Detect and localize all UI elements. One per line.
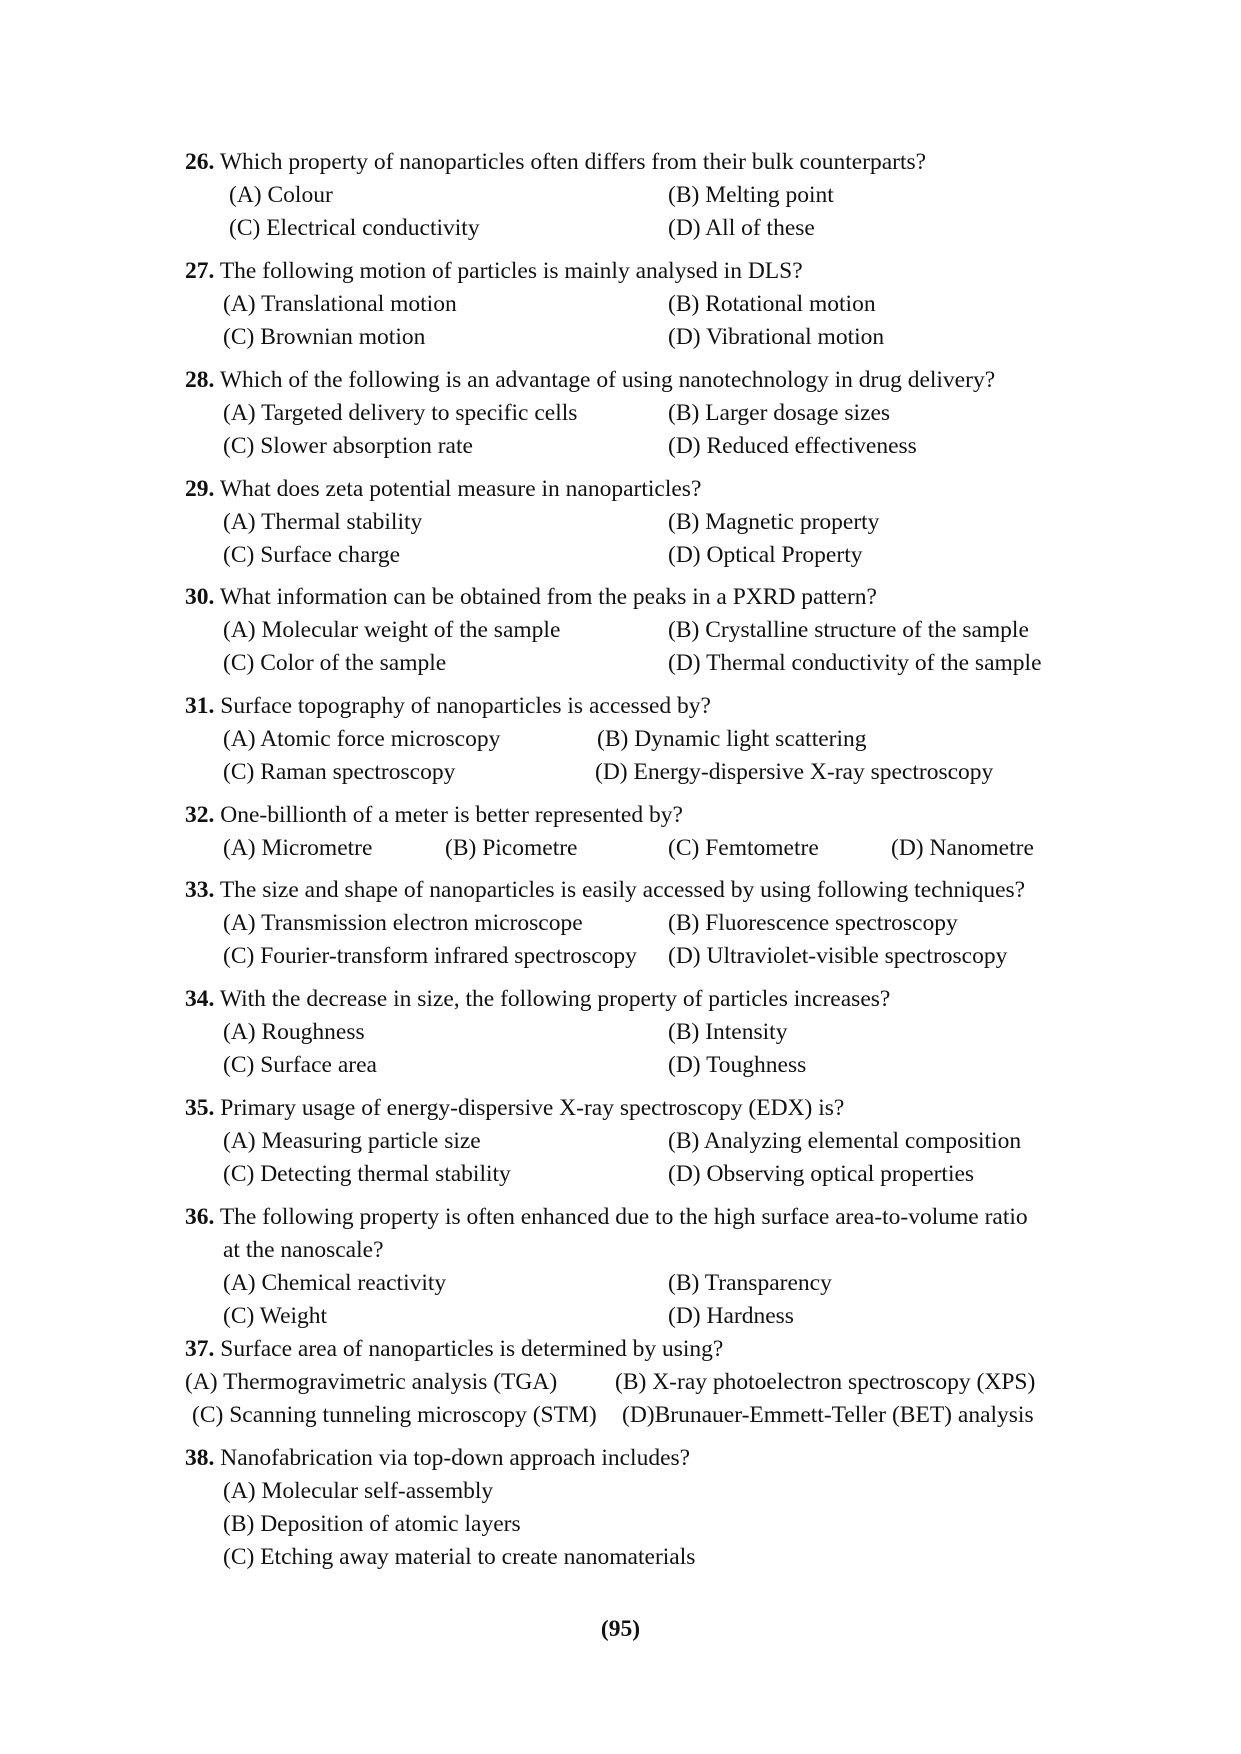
question-number: 29. [185, 476, 215, 502]
option-b: (B) Dynamic light scattering [597, 726, 867, 752]
question-text: Which of the following is an advantage of using nanotechnology in drug delivery? [219, 367, 996, 393]
option-d: (D) Ultraviolet-visible spectroscopy [668, 943, 1008, 969]
option-d: (D) Thermal conductivity of the sample [668, 650, 1042, 676]
option-a: (A) Roughness [223, 1019, 365, 1045]
question-number: 35. [185, 1095, 215, 1121]
option-b: (B) Fluorescence spectroscopy [668, 910, 958, 936]
question-text: The following motion of particles is mainly analysed in DLS? [219, 258, 803, 284]
option-a: (A) Transmission electron microscope [223, 910, 583, 936]
option-d: (D)Brunauer-Emmett-Teller (BET) analysis [622, 1402, 1034, 1428]
option-a: (A) Molecular weight of the sample [223, 617, 561, 643]
option-a: (A) Colour [229, 182, 333, 208]
option-b: (B) Magnetic property [668, 509, 880, 535]
option-a: (A) Measuring particle size [223, 1128, 481, 1154]
option-c: (C) Slower absorption rate [223, 433, 473, 459]
option-a: (A) Chemical reactivity [223, 1270, 447, 1296]
question-text: What information can be obtained from the peaks in a PXRD pattern? [219, 584, 877, 610]
option-b: (B) Intensity [668, 1019, 788, 1045]
option-c: (C) Etching away material to create nanomaterials [223, 1544, 696, 1570]
question-number: 33. [185, 877, 215, 903]
option-b: (B) Picometre [445, 835, 578, 861]
option-d: (D) All of these [668, 215, 815, 241]
option-c: (C) Electrical conductivity [229, 215, 480, 241]
option-d: (D) Vibrational motion [668, 324, 885, 350]
question-32 [185, 801, 683, 829]
option-c: (C) Femtometre [668, 835, 819, 861]
question-text: The size and shape of nanoparticles is easily accessed by using following techniques? [219, 877, 1026, 903]
question-number: 28. [185, 367, 215, 393]
option-b: (B) X-ray photoelectron spectroscopy (XPS) [615, 1369, 1036, 1395]
option-c: (C) Surface charge [223, 542, 401, 568]
option-c: (C) Weight [223, 1303, 328, 1329]
option-b: (B) Transparency [668, 1270, 832, 1296]
question-text: What does zeta potential measure in nanoparticles? [219, 476, 702, 502]
question-number: 34. [185, 986, 215, 1012]
question-number: 26. [185, 149, 215, 175]
option-c: (C) Detecting thermal stability [223, 1161, 511, 1187]
option-d: (D) Optical Property [668, 542, 863, 568]
question-31 [185, 692, 711, 720]
question-number: 31. [185, 693, 215, 719]
option-c: (C) Color of the sample [223, 650, 447, 676]
option-c: (C) Brownian motion [223, 324, 426, 350]
option-c: (C) Fourier-transform infrared spectroscopy [223, 943, 637, 969]
question-30 [185, 583, 877, 611]
option-d: (D) Energy-dispersive X-ray spectroscopy [595, 759, 994, 785]
question-35 [185, 1094, 844, 1122]
option-b: (B) Rotational motion [668, 291, 876, 317]
option-d: (D) Observing optical properties [668, 1161, 975, 1187]
option-b: (B) Melting point [668, 182, 834, 208]
question-text: Surface area of nanoparticles is determined by using? [220, 1336, 724, 1362]
question-29 [185, 475, 701, 503]
option-a: (A) Molecular self-assembly [223, 1478, 494, 1504]
question-number: 30. [185, 584, 215, 610]
question-28 [185, 366, 995, 394]
option-c: (C) Scanning tunneling microscopy (STM) [192, 1402, 597, 1428]
option-a: (A) Atomic force microscopy [223, 726, 501, 752]
question-38 [185, 1444, 690, 1472]
question-26 [185, 148, 926, 176]
option-d: (D) Reduced effectiveness [668, 433, 917, 459]
option-a: (A) Targeted delivery to specific cells [223, 400, 578, 426]
option-b: (B) Analyzing elemental composition [668, 1128, 1022, 1154]
option-b: (B) Larger dosage sizes [668, 400, 891, 426]
option-b: (B) Deposition of atomic layers [223, 1511, 521, 1537]
question-text-continued: at the nanoscale? [223, 1237, 384, 1263]
question-34 [185, 985, 890, 1013]
page-number: (95) [600, 1616, 641, 1642]
option-d: (D) Hardness [668, 1303, 794, 1329]
question-27 [185, 257, 803, 285]
question-text: Surface topography of nanoparticles is accessed by? [220, 693, 711, 719]
question-number: 32. [185, 802, 215, 828]
question-number: 37. [185, 1336, 215, 1362]
question-37 [185, 1335, 723, 1363]
question-33 [185, 876, 1025, 904]
option-d: (D) Nanometre [891, 835, 1034, 861]
question-text: With the decrease in size, the following property of particles increases? [219, 986, 891, 1012]
option-d: (D) Toughness [668, 1052, 807, 1078]
option-c: (C) Surface area [223, 1052, 377, 1078]
question-text: One-billionth of a meter is better represented by? [220, 802, 683, 828]
question-text: Which property of nanoparticles often differs from their bulk counterparts? [219, 149, 927, 175]
option-c: (C) Raman spectroscopy [223, 759, 456, 785]
question-36 [185, 1203, 1028, 1231]
option-a: (A) Micrometre [223, 835, 373, 861]
option-a: (A) Thermogravimetric analysis (TGA) [185, 1369, 558, 1395]
option-b: (B) Crystalline structure of the sample [668, 617, 1029, 643]
question-text: The following property is often enhanced due to the high surface area-to-volume ratio [219, 1204, 1028, 1230]
question-text: Primary usage of energy-dispersive X-ray spectroscopy (EDX) is? [220, 1095, 845, 1121]
option-a: (A) Translational motion [223, 291, 457, 317]
option-a: (A) Thermal stability [223, 509, 423, 535]
question-number: 38. [185, 1445, 215, 1471]
question-number: 27. [185, 258, 215, 284]
question-number: 36. [185, 1204, 215, 1230]
question-text: Nanofabrication via top-down approach includes? [220, 1445, 691, 1471]
